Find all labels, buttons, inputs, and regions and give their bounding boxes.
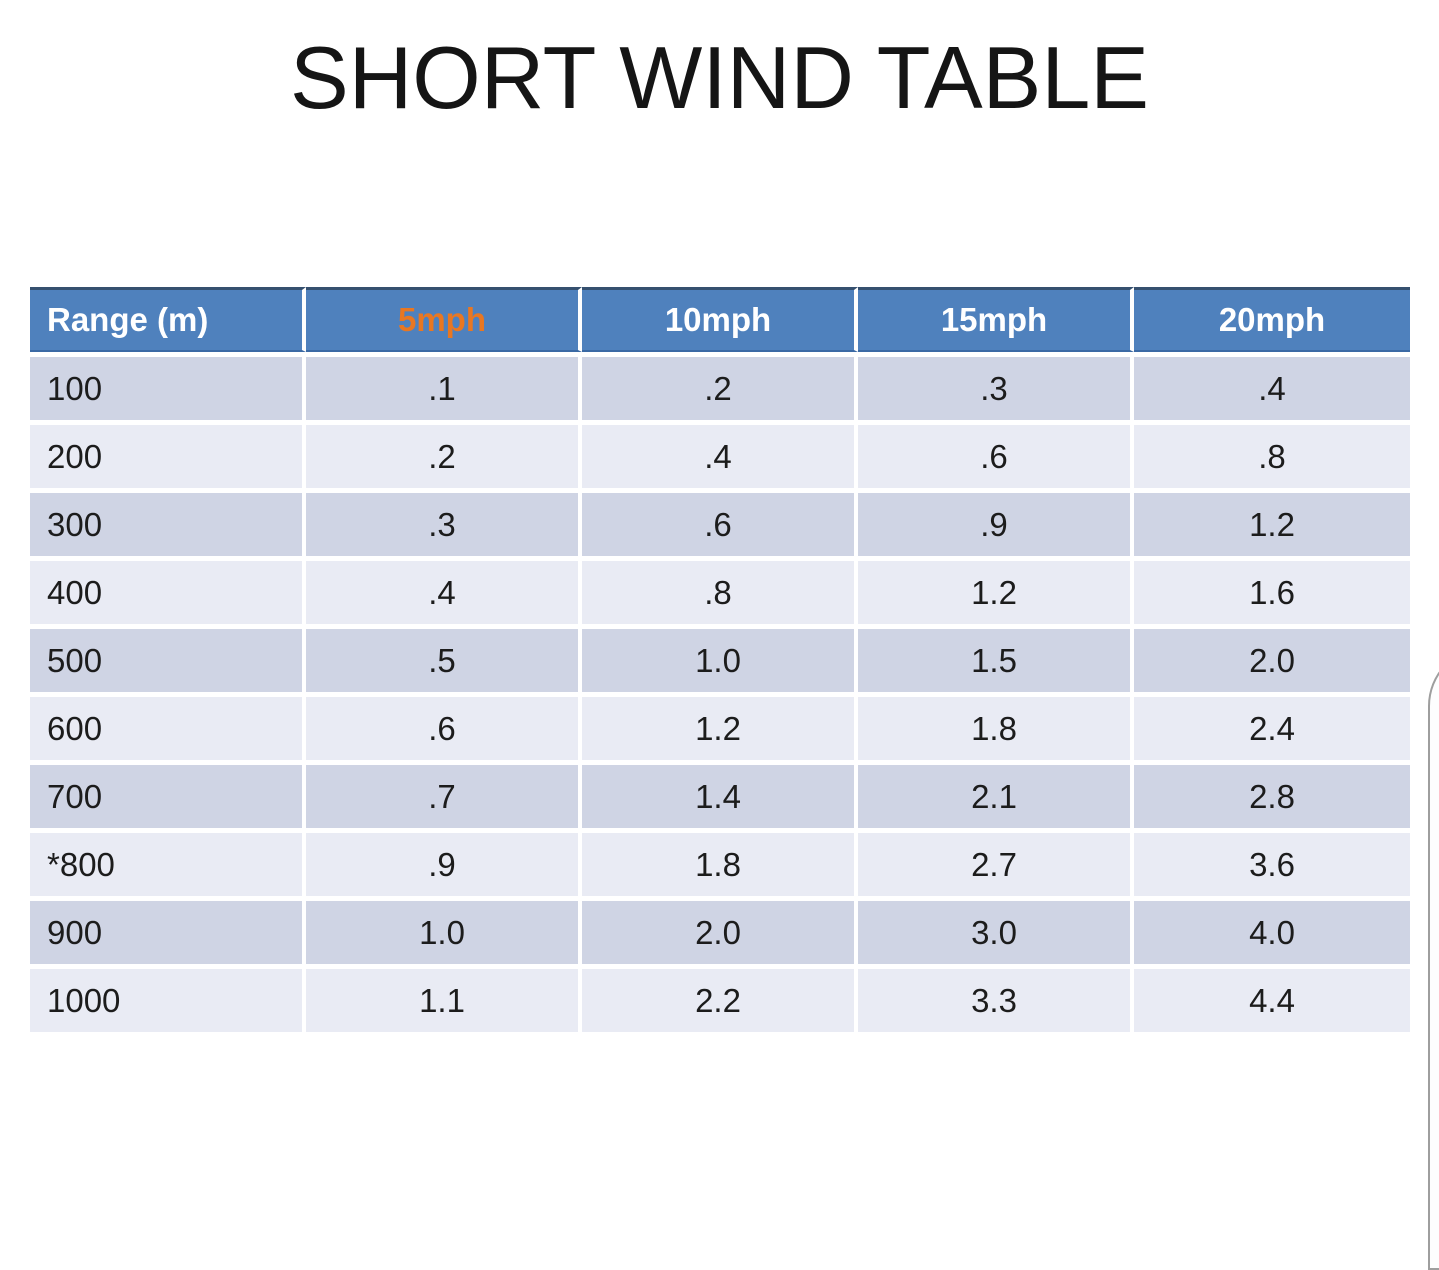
cell-value: 1.2 (1134, 493, 1410, 561)
page-edge-corner (1428, 646, 1439, 1270)
wind-table-body (30, 352, 1410, 1037)
cell-value: .4 (582, 425, 858, 493)
cell-range: 400 (30, 561, 306, 629)
cell-range: 600 (30, 697, 306, 765)
wind-table (30, 287, 1410, 1037)
cell-value: 1.6 (1134, 561, 1410, 629)
table-row (30, 901, 1410, 969)
cell-range: 1000 (30, 969, 306, 1037)
cell-value: 4.0 (1134, 901, 1410, 969)
column-header-10mph: 10mph (582, 287, 858, 352)
cell-value: .6 (306, 697, 582, 765)
cell-value: .6 (582, 493, 858, 561)
table-row (30, 561, 1410, 629)
cell-value: 1.2 (858, 561, 1134, 629)
cell-range: 200 (30, 425, 306, 493)
table-row (30, 697, 1410, 765)
column-header-5mph: 5mph (306, 287, 582, 352)
cell-value: 2.7 (858, 833, 1134, 901)
cell-value: .8 (1134, 425, 1410, 493)
column-header-range: Range (m) (30, 287, 306, 352)
cell-value: .2 (582, 352, 858, 425)
table-row (30, 969, 1410, 1037)
cell-value: 1.0 (306, 901, 582, 969)
cell-range: 500 (30, 629, 306, 697)
cell-value: 1.0 (582, 629, 858, 697)
cell-value: 1.4 (582, 765, 858, 833)
table-row (30, 493, 1410, 561)
slide-title: SHORT WIND TABLE (290, 28, 1149, 127)
column-header-20mph: 20mph (1134, 287, 1410, 352)
cell-value: .5 (306, 629, 582, 697)
cell-value: 3.0 (858, 901, 1134, 969)
cell-value: .4 (306, 561, 582, 629)
table-row (30, 833, 1410, 901)
cell-range: *800 (30, 833, 306, 901)
cell-value: 2.4 (1134, 697, 1410, 765)
cell-value: 1.1 (306, 969, 582, 1037)
table-row (30, 425, 1410, 493)
table-row (30, 765, 1410, 833)
cell-value: 1.2 (582, 697, 858, 765)
cell-value: 1.8 (858, 697, 1134, 765)
cell-value: .9 (858, 493, 1134, 561)
cell-value: 3.6 (1134, 833, 1410, 901)
column-header-15mph: 15mph (858, 287, 1134, 352)
cell-value: .2 (306, 425, 582, 493)
cell-value: 4.4 (1134, 969, 1410, 1037)
cell-value: .4 (1134, 352, 1410, 425)
cell-value: .8 (582, 561, 858, 629)
wind-table-header (30, 287, 1410, 352)
table-row (30, 352, 1410, 425)
cell-value: 2.2 (582, 969, 858, 1037)
cell-value: .3 (306, 493, 582, 561)
cell-value: 2.1 (858, 765, 1134, 833)
cell-value: .3 (858, 352, 1134, 425)
header-row (30, 287, 1410, 352)
cell-value: .9 (306, 833, 582, 901)
cell-value: 1.5 (858, 629, 1134, 697)
cell-value: 2.8 (1134, 765, 1410, 833)
cell-value: .1 (306, 352, 582, 425)
cell-value: 1.8 (582, 833, 858, 901)
cell-value: .7 (306, 765, 582, 833)
table-row (30, 629, 1410, 697)
cell-range: 900 (30, 901, 306, 969)
cell-range: 300 (30, 493, 306, 561)
cell-value: 2.0 (582, 901, 858, 969)
cell-value: .6 (858, 425, 1134, 493)
cell-range: 700 (30, 765, 306, 833)
cell-value: 2.0 (1134, 629, 1410, 697)
cell-range: 100 (30, 352, 306, 425)
cell-value: 3.3 (858, 969, 1134, 1037)
